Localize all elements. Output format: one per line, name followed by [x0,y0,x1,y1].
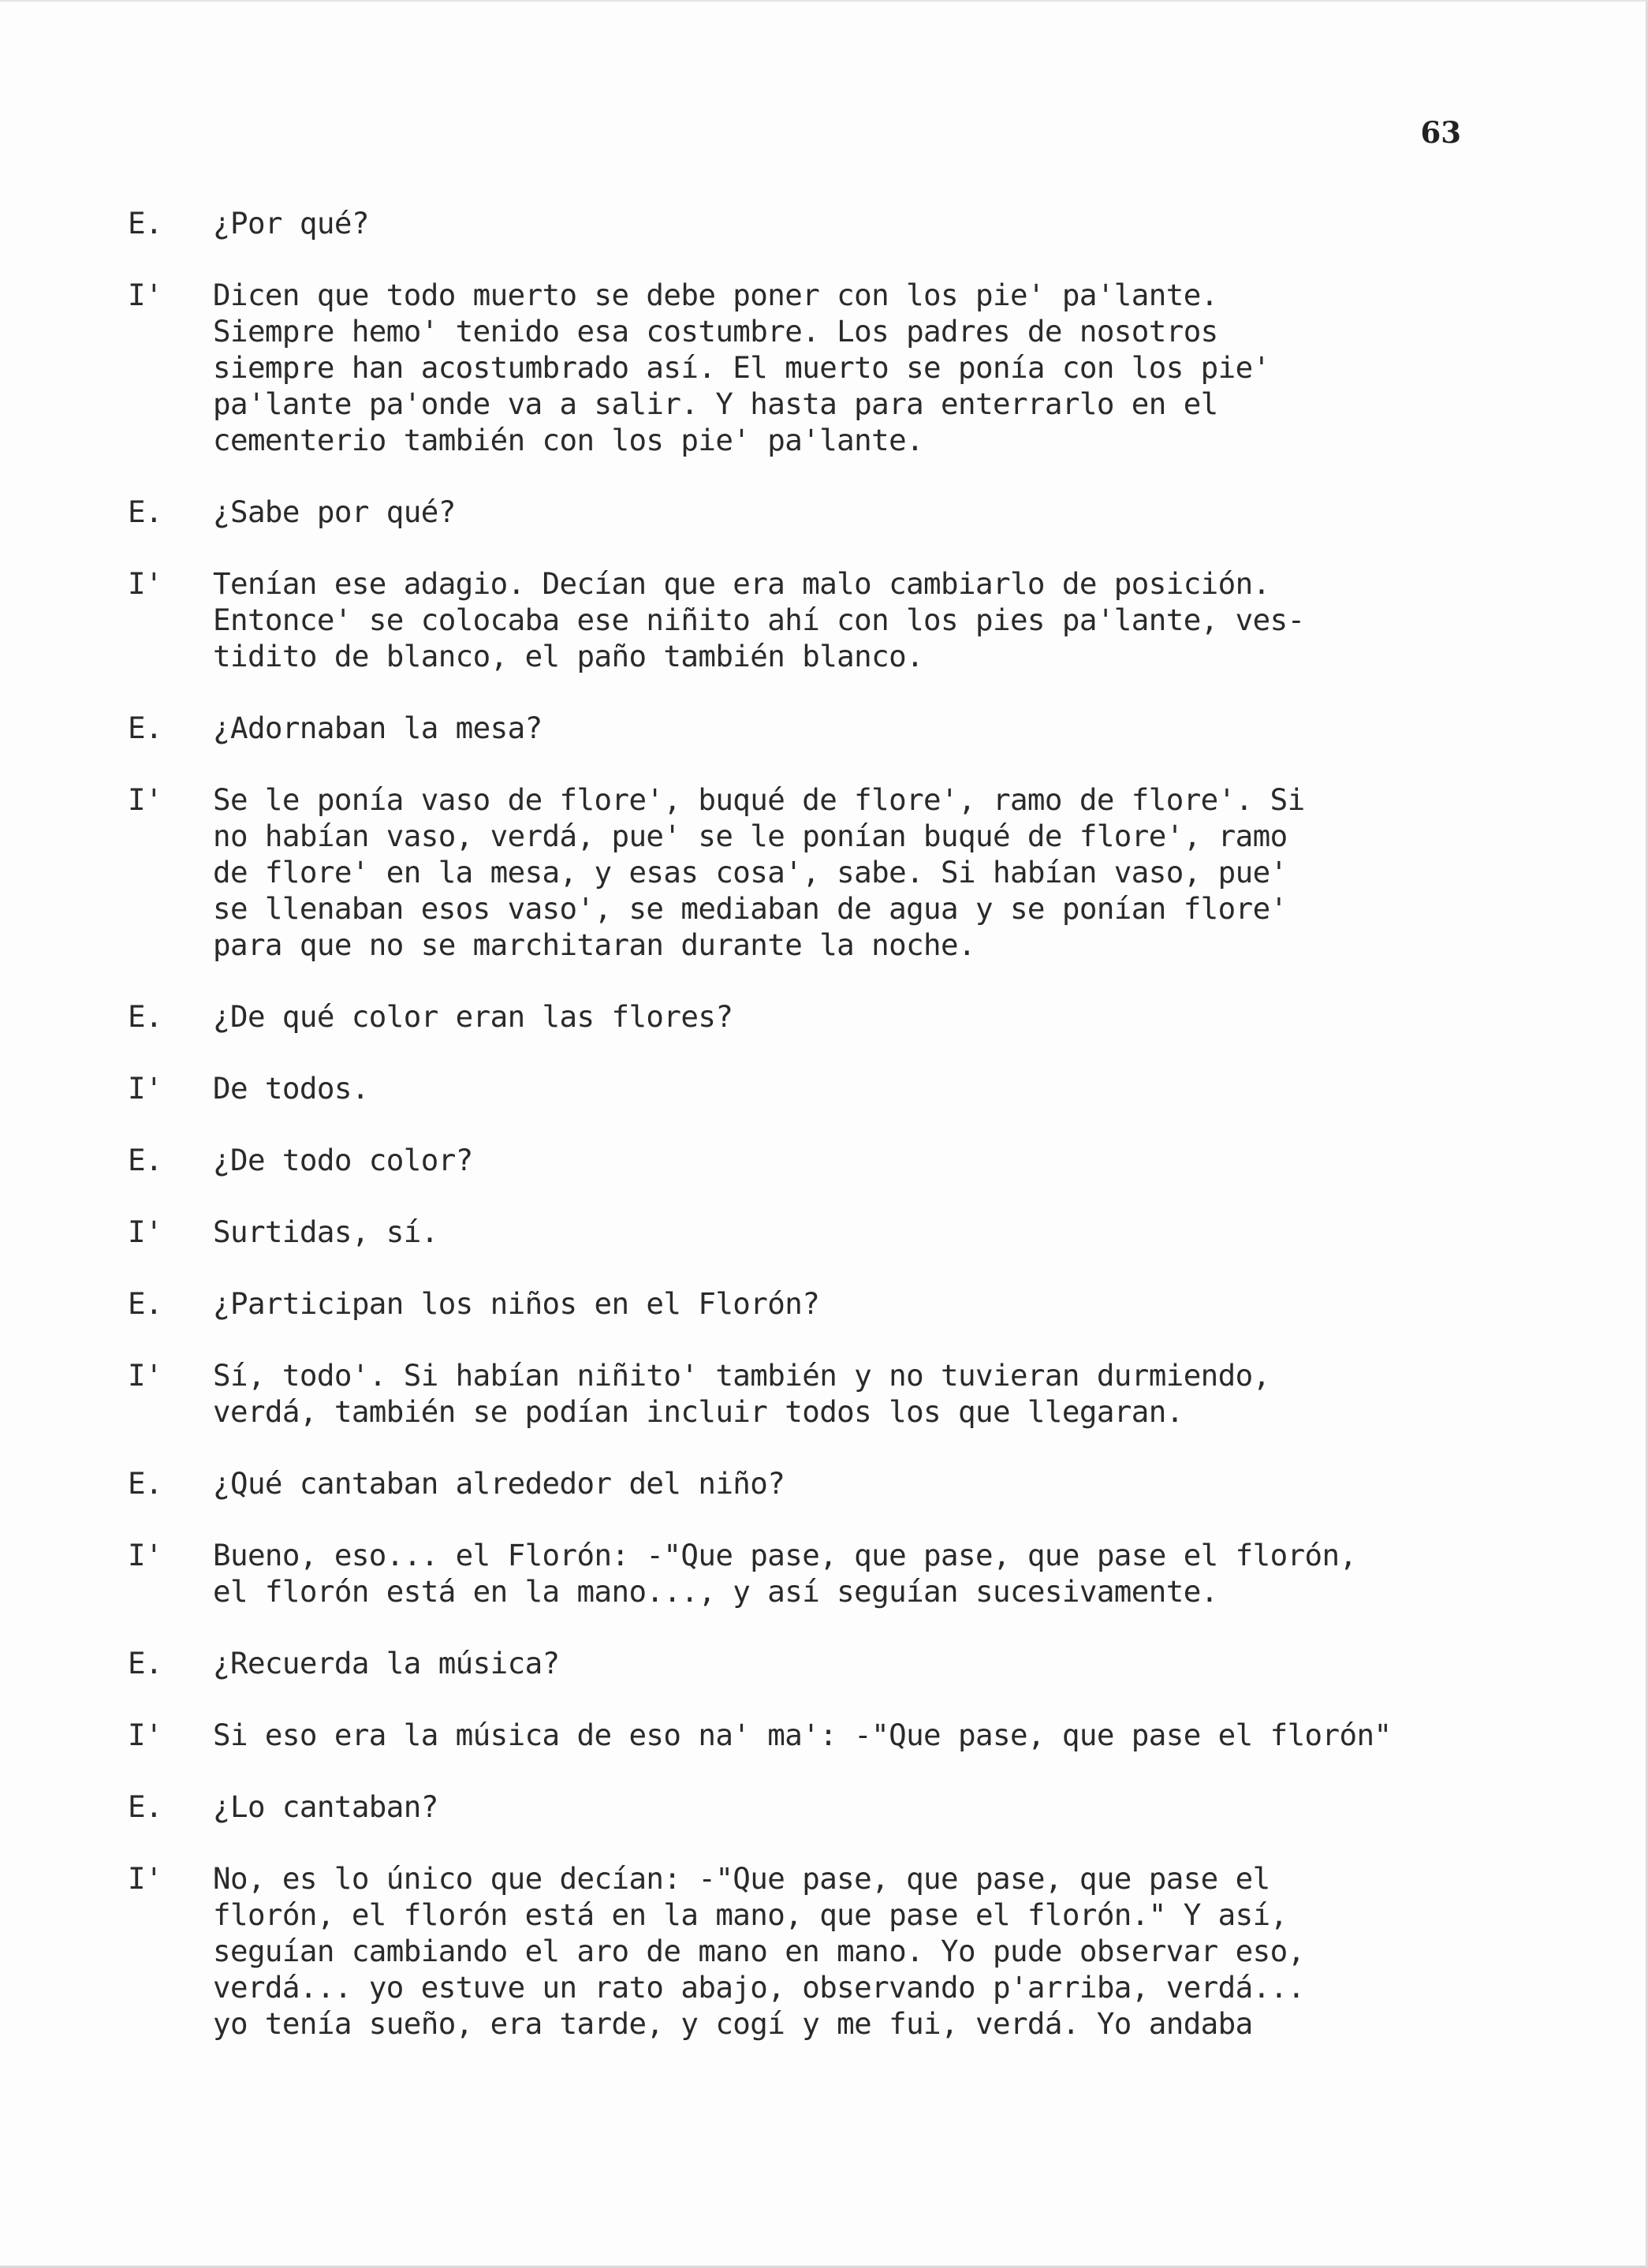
utterance-text: No, es lo único que decían: -"Que pase, que pase, que pase el florón, el florón está en la mano, que pase el florón." Y así, seguían cambiando el aro de mano en mano. Yo pude observar eso, verdá... yo estuve un rato abajo, observando p'arriba, verdá... yo tenía sueño, era tarde, y cogí y me fui, verdá. Yo andaba [213,1861,1305,2041]
speaker-label: I' [128,782,162,817]
utterance-text: Tenían ese adagio. Decían que era malo cambiarlo de posición. Entonce' se colocaba ese niñito ahí con los pies pa'lante, ves- tidito de blanco, el paño también blanco. [213,566,1305,673]
speaker-label: E. [128,999,162,1034]
exchange-10 [128,1214,1626,1250]
utterance-text: ¿Sabe por qué? [213,494,456,529]
exchange-16 [128,1717,1626,1753]
speaker-label: E. [128,494,162,529]
exchange-7 [128,998,1626,1035]
exchange-2 [128,277,1626,458]
speaker-label: E. [128,711,162,745]
exchange-18 [128,1860,1626,2042]
exchange-9 [128,1142,1626,1178]
utterance-text: Sí, todo'. Si habían niñito' también y no tuvieran durmiendo, verdá, también se podían incluir todos los que llegaran. [213,1358,1270,1429]
exchange-12 [128,1357,1626,1430]
utterance-text: ¿Recuerda la música? [213,1646,560,1680]
speaker-label: I' [128,278,162,312]
speaker-label: I' [128,1071,162,1106]
exchange-1 [128,205,1626,241]
utterance-text: Se le ponía vaso de flore', buqué de flore', ramo de flore'. Si no habían vaso, verdá, pue' se le ponían buqué de flore', ramo de flore' en la mesa, y esas cosa', sabe. Si habían vaso, pue' se llenaban esos vaso', se mediaban de agua y se ponían flore' para que no se marchitaran durante la noche. [213,782,1305,962]
exchange-8 [128,1070,1626,1106]
exchange-5 [128,710,1626,746]
exchange-13 [128,1465,1626,1501]
utterance-text: Bueno, eso... el Florón: -"Que pase, que pase, que pase el florón, el florón está en la mano..., y así seguían sucesivamente. [213,1538,1357,1609]
speaker-label: E. [128,1646,162,1680]
utterance-text: Surtidas, sí. [213,1214,438,1249]
exchange-4 [128,565,1626,674]
utterance-text: ¿Participan los niños en el Florón? [213,1286,820,1321]
exchange-14 [128,1537,1626,1610]
exchange-6 [128,781,1626,963]
exchange-3 [128,494,1626,530]
exchange-11 [128,1285,1626,1322]
utterance-text: ¿Lo cantaban? [213,1789,438,1824]
utterance-text: Dicen que todo muerto se debe poner con los pie' pa'lante. Siempre hemo' tenido esa costumbre. Los padres de nosotros siempre han acostumbrado así. El muerto se ponía con los pie' pa'lante pa'onde va a salir. Y hasta para enterrarlo en el cementerio también con los pie' pa'lante. [213,278,1270,457]
page-number: 63 [1420,115,1461,150]
speaker-label: I' [128,1538,162,1572]
speaker-label: I' [128,566,162,601]
utterance-text: ¿Por qué? [213,206,369,241]
speaker-label: I' [128,1358,162,1393]
speaker-label: E. [128,1466,162,1501]
speaker-label: E. [128,1286,162,1321]
interview-transcript [128,205,1626,2042]
speaker-label: E. [128,1789,162,1824]
speaker-label: E. [128,1143,162,1177]
utterance-text: Si eso era la música de eso na' ma': -"Que pase, que pase el florón" [213,1718,1392,1752]
speaker-label: I' [128,1214,162,1249]
speaker-label: I' [128,1861,162,1896]
exchange-15 [128,1645,1626,1681]
utterance-text: ¿Qué cantaban alrededor del niño? [213,1466,785,1501]
exchange-17 [128,1789,1626,1825]
utterance-text: ¿De qué color eran las flores? [213,999,733,1034]
utterance-text: De todos. [213,1071,369,1106]
utterance-text: ¿De todo color? [213,1143,473,1177]
utterance-text: ¿Adornaban la mesa? [213,711,542,745]
speaker-label: I' [128,1718,162,1752]
speaker-label: E. [128,206,162,241]
